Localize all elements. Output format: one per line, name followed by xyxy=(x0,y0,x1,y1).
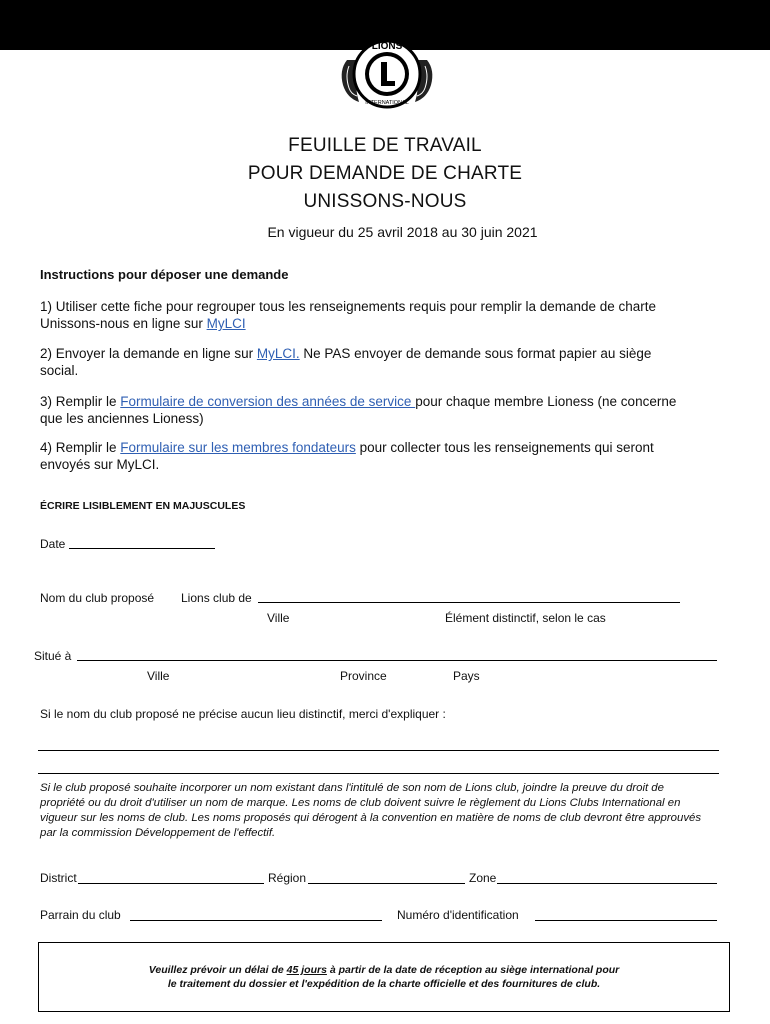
club-name-label: Nom du club proposé xyxy=(40,591,155,605)
club-name-field[interactable] xyxy=(258,602,680,603)
region-label: Région xyxy=(268,871,307,885)
processing-days: 45 jours xyxy=(286,964,327,976)
located-at-label: Situé à xyxy=(34,649,72,663)
instruction-2: 2) Envoyer la demande en ligne sur MyLCI. Ne PAS envoyer de demande sous format papier au siège social. xyxy=(40,346,652,378)
explain-label: Si le nom du club proposé ne précise aucun lieu distinctif, merci d'expliquer : xyxy=(40,707,446,721)
instruction-4: 4) Remplir le Formulaire sur les membres fondateurs pour collecter tous les renseignements qui seront envoyés sur MyLCI. xyxy=(40,440,654,472)
region-field[interactable] xyxy=(308,883,465,884)
title-line-1: FEUILLE DE TRAVAIL xyxy=(288,135,482,156)
processing-notice-box xyxy=(38,942,730,1012)
explain-field-line-2[interactable] xyxy=(38,773,719,774)
date-field[interactable] xyxy=(69,548,215,549)
zone-label: Zone xyxy=(469,871,497,885)
district-field[interactable] xyxy=(78,883,264,884)
validity-period: En vigueur du 25 avril 2018 au 30 juin 2021 xyxy=(267,224,538,240)
founding-members-form-link[interactable]: Formulaire sur les membres fondateurs xyxy=(120,440,356,455)
processing-notice-line-1: Veuillez prévoir un délai de 45 jours à partir de la date de réception au siège international pour xyxy=(148,964,620,976)
title-line-2: POUR DEMANDE DE CHARTE xyxy=(247,163,523,184)
instructions-heading: Instructions pour déposer une demande xyxy=(40,267,289,282)
city-sublabel: Ville xyxy=(267,611,290,625)
logo-text-international: INTERNATIONAL xyxy=(365,100,409,106)
instruction-1: 1) Utiliser cette fiche pour regrouper tous les renseignements requis pour remplir la demande de charte Unissons-nous en ligne sur MyLCI xyxy=(40,299,657,331)
id-number-field[interactable] xyxy=(535,920,717,921)
mylci-link-2[interactable]: MyLCI. xyxy=(256,346,300,361)
city-sublabel-2: Ville xyxy=(147,669,170,683)
lions-club-de-label: Lions club de xyxy=(181,591,252,605)
caps-notice: ÉCRIRE LISIBLEMENT EN MAJUSCULES xyxy=(40,500,246,512)
zone-field[interactable] xyxy=(497,883,717,884)
instruction-3: 3) Remplir le Formulaire de conversion des années de service pour chaque membre Lioness (ne concerne que les anciennes Lioness) xyxy=(40,394,677,426)
distinctive-element-sublabel: Élément distinctif, selon le cas xyxy=(445,611,606,625)
province-sublabel: Province xyxy=(340,669,387,683)
id-number-label: Numéro d'identification xyxy=(397,908,519,922)
club-name-note: Si le club proposé souhaite incorporer un nom existant dans l'intitulé de son nom de Lions club, joindre la preuve du droit de propriété ou du droit d'utiliser un nom de marque. Les noms de club doivent suivre le règlement du Lions Clubs International en vigueur sur les noms de club. Les noms proposés qui dérogent à la convention en matière de noms de club devront être approuvés par la commission Développement de l'effectif. xyxy=(40,782,702,839)
date-label: Date xyxy=(40,537,66,551)
sponsor-club-field[interactable] xyxy=(130,920,382,921)
district-label: District xyxy=(40,871,77,885)
location-field[interactable] xyxy=(77,660,717,661)
country-sublabel: Pays xyxy=(453,669,480,683)
processing-notice-line-2: le traitement du dossier et l'expédition de la charte officielle et des fournitures de club. xyxy=(167,978,601,990)
conversion-form-link[interactable]: Formulaire de conversion des années de service xyxy=(120,394,416,409)
explain-field-line-1[interactable] xyxy=(38,750,719,751)
logo-text-lions: LIONS xyxy=(371,41,403,52)
sponsor-club-label: Parrain du club xyxy=(40,908,121,922)
mylci-link-1[interactable]: MyLCI xyxy=(206,316,246,331)
title-line-3: UNISSONS-NOUS xyxy=(303,191,467,212)
lions-international-logo xyxy=(337,30,437,118)
